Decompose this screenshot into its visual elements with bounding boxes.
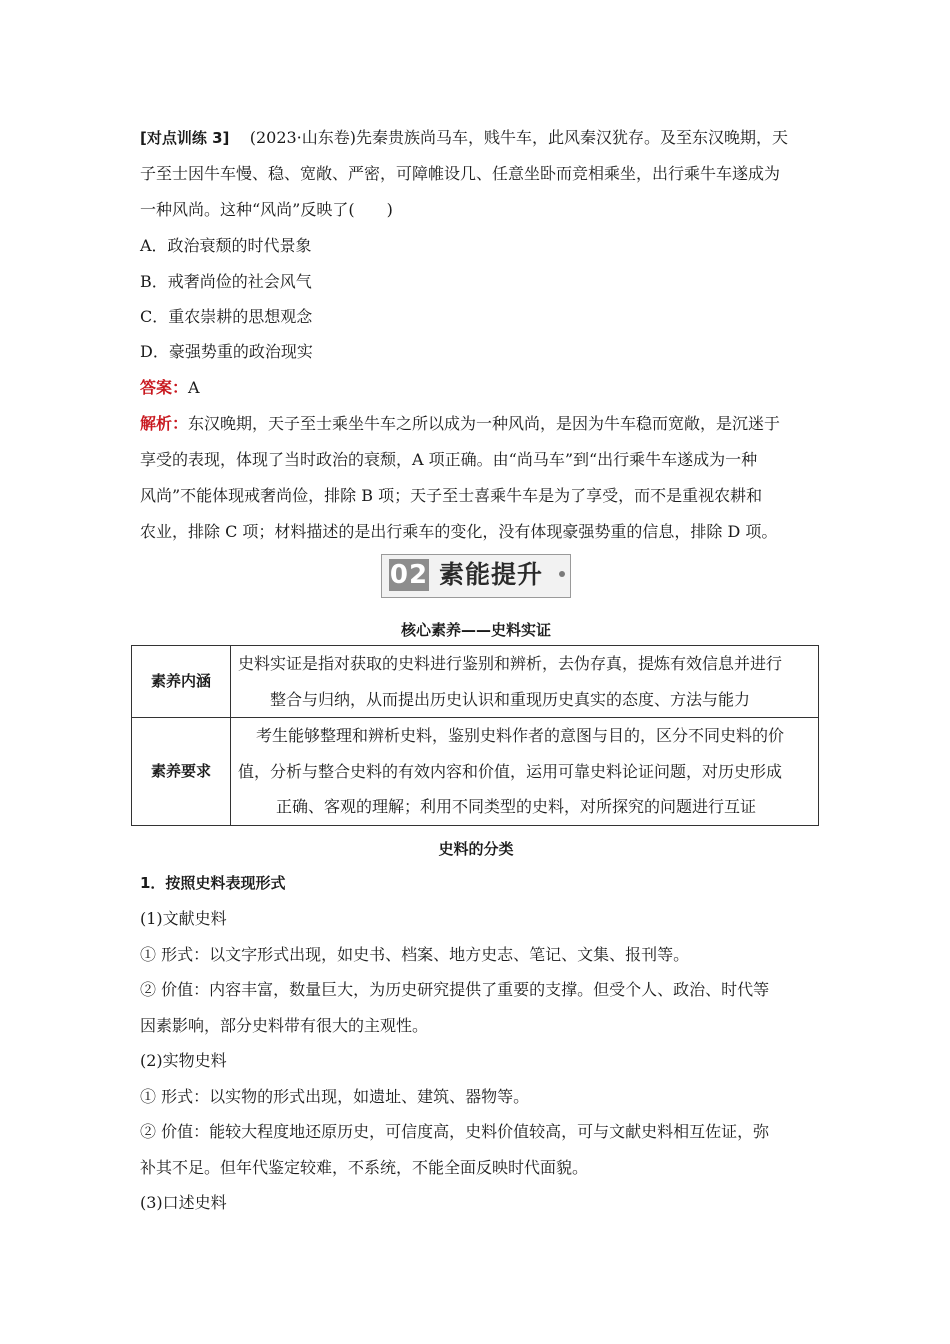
banner-dot-icon xyxy=(559,571,565,577)
answer-label: 答案： xyxy=(140,378,189,397)
analysis-line-3: 风尚”不能体现戒奢尚俭，排除 B 项；天子至士喜乘牛车是为了享受，而不是重视农耕和 xyxy=(140,486,763,505)
option-a: A．政治衰颓的时代景象 xyxy=(140,236,312,255)
table-header-cell: 素养内涵 xyxy=(132,646,231,718)
analysis-text-1: 东汉晚期，天子至士乘坐牛车之所以成为一种风尚，是因为牛车稳而宽敞，是沉迷于 xyxy=(188,414,781,433)
section-banner xyxy=(381,554,571,600)
physical-form: ① 形式：以实物的形式出现，如遗址、建筑、器物等。 xyxy=(140,1087,530,1106)
documentary-form: ① 形式：以文字形式出现，如史书、档案、地方史志、笔记、文集、报刊等。 xyxy=(140,945,690,964)
question-stem-line-1 xyxy=(140,120,812,157)
analysis-line-1 xyxy=(140,406,812,442)
option-d: D．豪强势重的政治现实 xyxy=(140,342,313,361)
option-c: C．重农崇耕的思想观念 xyxy=(140,307,313,326)
classification-heading-1: 1．按照史料表现形式 xyxy=(140,874,286,892)
question-source: (2023·山东卷) xyxy=(249,128,357,147)
analysis-line-2: 享受的表现，体现了当时政治的衰颓，A 项正确。由“尚马车”到“出行乘牛车遂成为一种 xyxy=(140,450,758,469)
answer-line xyxy=(140,370,812,406)
table-row xyxy=(132,718,819,826)
physical-value-line-2: 补其不足。但年代鉴定较难，不系统，不能全面反映时代面貌。 xyxy=(140,1158,589,1177)
question-stem-text-1: 先秦贵族尚马车，贱牛车，此风秦汉犹存。及至东汉晚期，天 xyxy=(356,128,789,147)
subsection-oral: (3)口述史料 xyxy=(140,1193,227,1212)
cell-line: 值，分析与整合史料的有效内容和价值，运用可靠史料论证问题，对历史形成 xyxy=(238,761,783,781)
section-title: 素能提升 xyxy=(439,560,544,589)
documentary-value-line-1: ② 价值：内容丰富，数量巨大，为历史研究提供了重要的支撑。但受个人、政治、时代等 xyxy=(140,980,770,999)
classification-title: 史料的分类 xyxy=(438,840,514,858)
core-literacy-title: 核心素养——史料实证 xyxy=(400,621,551,639)
answer-value: A xyxy=(188,378,200,397)
table-header-cell: 素养要求 xyxy=(132,718,231,826)
subsection-documentary: (1)文献史料 xyxy=(140,909,227,928)
question-tag: [对点训练 3] xyxy=(140,129,230,147)
cell-line: 考生能够整理和辨析史料，鉴别史料作者的意图与目的，区分不同史料的价 xyxy=(256,726,785,745)
cell-line: 整合与归纳，从而提出历史认识和重现历史真实的态度、方法与能力 xyxy=(270,689,751,709)
table-cell xyxy=(231,646,819,718)
analysis-line-4: 农业，排除 C 项；材料描述的是出行乘车的变化，没有体现豪强势重的信息，排除 D 项。 xyxy=(140,522,778,541)
physical-value-line-1: ② 价值：能较大程度地还原历史，可信度高，史料价值较高，可与文献史料相互佐证，弥 xyxy=(140,1122,770,1141)
table-cell xyxy=(231,718,819,826)
cell-line: 史料实证是指对获取的史料进行鉴别和辨析，去伪存真，提炼有效信息并进行 xyxy=(238,654,783,673)
question-stem-line-3: 一种风尚。这种“风尚”反映了( ) xyxy=(140,200,393,219)
documentary-value-line-2: 因素影响，部分史料带有很大的主观性。 xyxy=(140,1016,429,1035)
question-stem-line-2: 子至士因牛车慢、稳、宽敞、严密，可障帷设几、任意坐卧而竞相乘坐，出行乘牛车遂成为 xyxy=(140,164,781,183)
analysis-label: 解析： xyxy=(140,414,189,433)
cell-line: 正确、客观的理解；利用不同类型的史料，对所探究的问题进行互证 xyxy=(276,797,757,816)
subsection-physical: (2)实物史料 xyxy=(140,1051,227,1070)
section-number: 02 xyxy=(389,560,429,590)
literacy-table xyxy=(131,645,819,826)
table-row xyxy=(132,646,819,718)
option-b: B．戒奢尚俭的社会风气 xyxy=(140,272,312,291)
